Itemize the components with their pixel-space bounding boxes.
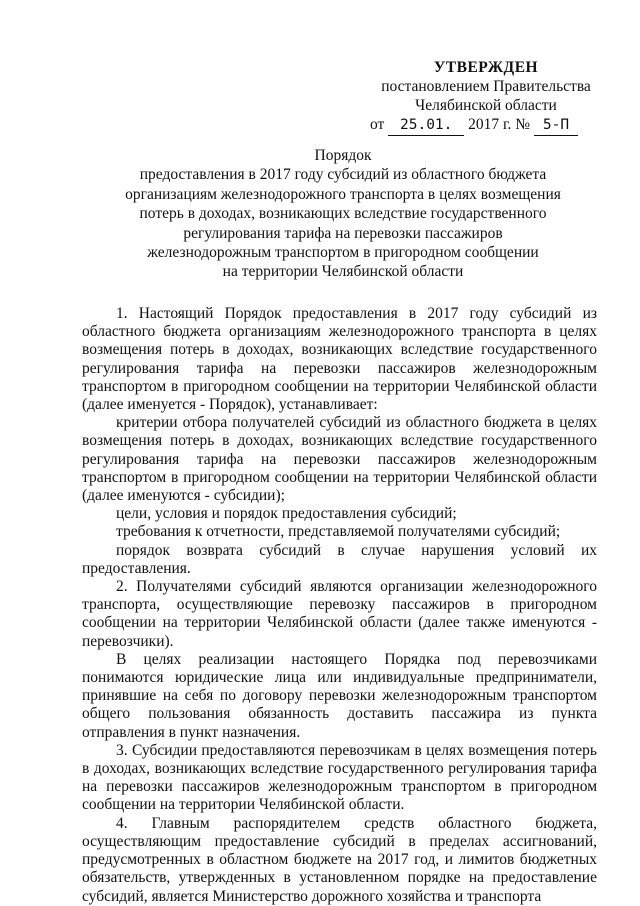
- approval-year: 2017 г. №: [468, 116, 531, 133]
- paragraph-carriers-definition: В целях реализации настоящего Порядка под перевозчиками понимаются юридические лица или индивидуальные предприниматели, принявшие на себя по договору перевозки железнодорожным транспортом общего пользования обязанность доставить пассажира из пункта отправления в пункт назначения.: [82, 650, 597, 741]
- paragraph-4: 4. Главным распорядителем средств областного бюджета, осуществляющим предоставление субсидий в пределах ассигнований, предусмотренных в областном бюджете на 2017 год, и лимитов бюджетных обязательств, утвержденных в установленном порядке на предоставление субсидий, является Министерство дорожного хозяйства и транспорта: [82, 814, 597, 905]
- paragraph-goals: цели, условия и порядок предоставления субсидий;: [116, 505, 457, 523]
- paragraph-2: 2. Получателями субсидий являются организации железнодорожного транспорта, осуществляющие перевозку пассажиров в пригородном сообщении на территории Челябинской области (далее также именуются - перевозчики).: [82, 578, 597, 650]
- approval-line-2: Челябинской области: [415, 97, 557, 114]
- approval-date: 25.01.: [388, 116, 464, 136]
- document-title-line: железнодорожным транспортом в пригородном сообщении: [147, 244, 539, 262]
- approval-date-prefix: от: [370, 116, 385, 133]
- paragraph-3: 3. Субсидии предоставляются перевозчикам в целях возмещения потерь в доходах, возникающих вследствие государственного регулирования тарифа на перевозки пассажиров железнодорожным транспортом в пригородном сообщении на территории Челябинской области.: [82, 741, 597, 814]
- paragraph-reporting: требования к отчетности, представляемой получателями субсидий;: [116, 523, 561, 541]
- document-title-line: организациям железнодорожного транспорта в целях возмещения: [125, 185, 561, 203]
- approval-date-line: [366, 115, 606, 136]
- document-title-line: регулирования тарифа на перевозки пассажиров: [183, 224, 503, 242]
- document-title-line: Порядок: [314, 147, 372, 164]
- document-body: [82, 305, 597, 906]
- paragraph-return: порядок возврата субсидий в случае нарушения условий их предоставления.: [82, 541, 597, 577]
- paragraph-criteria: критерии отбора получателей субсидий из областного бюджета в целях возмещения потерь в доходах, возникающих вследствие государственного регулирования тарифа на перевозки пассажиров железнодорожным транспортом в пригородном сообщении на территории Челябинской области (далее именуются - субсидии);: [82, 414, 597, 505]
- document-title-line: на территории Челябинской области: [222, 263, 464, 281]
- document-title: [60, 146, 626, 282]
- paragraph-1: 1. Настоящий Порядок предоставления в 2017 году субсидий из областного бюджета организациям железнодорожного транспорта в целях возмещения потерь в доходах, возникающих вследствие государственного регулирования тарифа на перевозки пассажиров железнодорожным транспортом в пригородном сообщении на территории Челябинской области (далее именуется - Порядок), устанавливает:: [82, 305, 597, 414]
- approval-line-1: постановлением Правительства: [381, 78, 591, 95]
- approval-stamp: [366, 58, 606, 136]
- document-title-line: предоставления в 2017 году субсидий из областного бюджета: [139, 166, 547, 184]
- approval-number: 5-П: [534, 116, 578, 136]
- document-title-line: потерь в доходах, возникающих вследствие государственного: [139, 205, 547, 223]
- approval-title: УТВЕРЖДЕН: [433, 59, 539, 76]
